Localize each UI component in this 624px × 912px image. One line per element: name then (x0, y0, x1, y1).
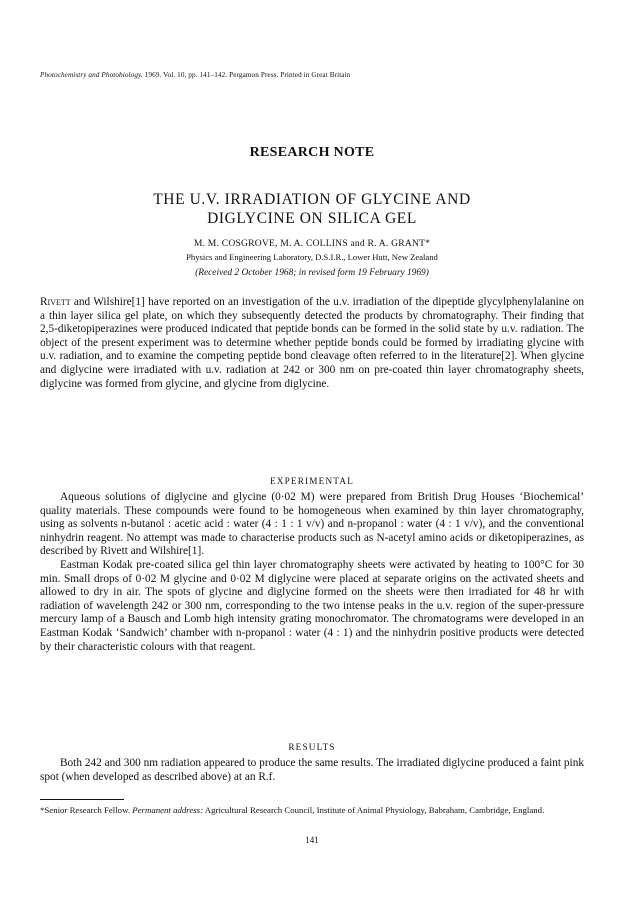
intro-text: and Wilshire[1] have reported on an investigation of the u.v. irradiation of the dipeptide glycylphenylalanine on a thin layer silica gel plate, on which they subsequently detected the products by chromatography. Their finding that 2,5-diketopiperazines were produced indicated that peptide bonds can be formed in the solid state by u.v. radiation. The object of the present experiment was to determine whether peptide bonds could be formed by irradiating glycine with u.v. radiation, and to examine the competing peptide bond cleavage often referred to in the literature[2]. When glycine and diglycine were irradiated with u.v. radiation at 242 or 300 nm on pre-coated thin layer chromatography sheets, diglycine was formed from glycine, and glycine from diglycine. (40, 296, 584, 390)
footnote-rule (40, 799, 124, 800)
results-heading: RESULTS (288, 742, 336, 752)
intro-paragraph (40, 296, 584, 391)
experimental-paragraph-1: Aqueous solutions of diglycine and glycine (0·02 M) were prepared from British Drug Houses ‘Biochemical’ quality materials. These compounds were found to be homogeneous when examined by thin layer chromatography, using as solvents n-butanol : acetic acid : water (4 : 1 : 1 v/v) and n-propanol : water (4 : 1 v/v), and the conventional ninhydrin reagent. No attempt was made to characterise products such as N-acetyl amino acids or diketopiperazines, as described by Rivett and Wilshire[1]. (40, 491, 584, 558)
page-number: 141 (305, 835, 319, 845)
results-paragraph-1: Both 242 and 300 nm radiation appeared to produce the same results. The irradiated diglycine produced a faint pink spot (when developed as described above) at an R.f. (40, 757, 584, 783)
article-title (60, 190, 564, 228)
title-line-1: THE U.V. IRRADIATION OF GLYCINE AND (153, 191, 471, 208)
journal-name: Photochemistry and Photobiology. (40, 71, 143, 79)
affiliation: Physics and Engineering Laboratory, D.S.I.R., Lower Hutt, New Zealand (186, 252, 438, 262)
footnote (40, 805, 584, 816)
experimental-paragraph-2: Eastman Kodak pre-coated silica gel thin layer chromatography sheets were activated by heating to 100°C for 30 min. Small drops of 0·02 M glycine and 0·02 M diglycine were placed at separate origins on the activated sheets and allowed to dry in air. The spots of glycine and diglycine formed on the sheets were then irradiated for 48 hr with radiation of wavelength 242 or 300 nm, corresponding to the two intense peaks in the u.v. region of the super-pressure mercury lamp of a Bausch and Lomb high intensity grating monochromator. The chromatograms were developed in an Eastman Kodak ‘Sandwich’ chamber with n-propanol : water (4 : 1) and the ninhydrin positive products were detected by their characteristic colours with that reagent. (40, 558, 584, 653)
received-text: (Received 2 October 1968; in revised form 19 February 1969) (195, 268, 429, 278)
footnote-text: Agricultural Research Council, Institute of Animal Physiology, Babraham, Cambridge, England. (203, 805, 545, 815)
received-dates (0, 268, 624, 278)
experimental-section (40, 491, 584, 654)
experimental-heading: EXPERIMENTAL (269, 476, 355, 486)
footnote-lead: *Senior Research Fellow. (40, 805, 133, 815)
journal-details: 1969. Vol. 10, pp. 141–142. Pergamon Press. Printed in Great Britain (144, 71, 351, 79)
title-line-2: DIGLYCINE ON SILICA GEL (207, 210, 417, 227)
authors: M. M. COSGROVE, M. A. COLLINS and R. A. GRANT* (193, 238, 431, 249)
intro-section (40, 296, 584, 391)
footnote-label: Permanent address: (132, 805, 204, 815)
results-section (40, 757, 584, 784)
intro-lead-name: Rivett (40, 296, 71, 308)
journal-header (40, 71, 350, 79)
note-heading: RESEARCH NOTE (249, 145, 375, 160)
